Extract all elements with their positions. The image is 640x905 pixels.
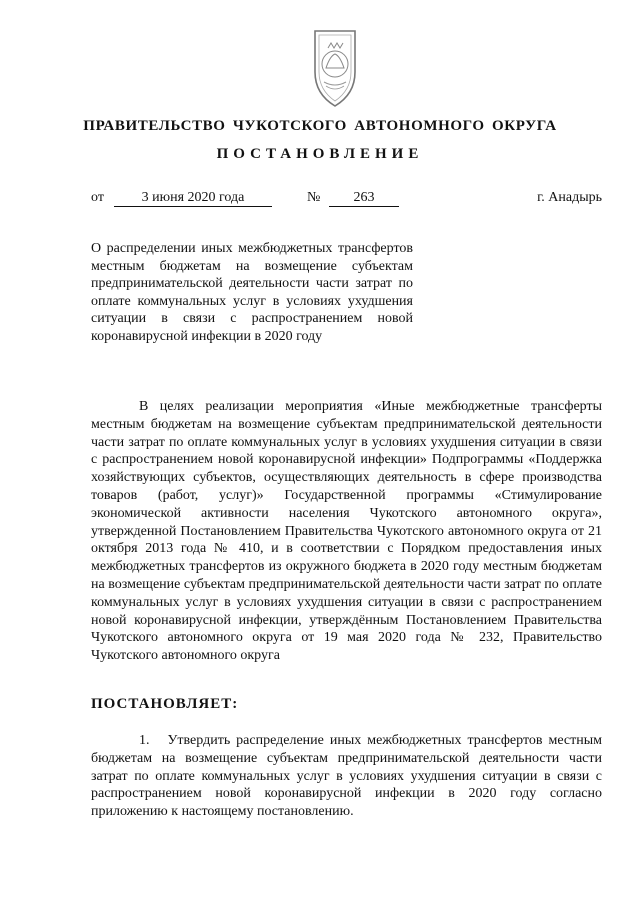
number-label: № bbox=[307, 190, 321, 205]
decree-heading: ПОСТАНОВЛЯЕТ: bbox=[91, 696, 239, 712]
organization-title: ПРАВИТЕЛЬСТВО ЧУКОТСКОГО АВТОНОМНОГО ОКРУГА bbox=[83, 118, 557, 134]
item-number: 1. bbox=[139, 733, 150, 748]
document-number: 263 bbox=[329, 190, 399, 207]
resolution-item-1 bbox=[91, 732, 602, 821]
document-type-title: ПОСТАНОВЛЕНИЕ bbox=[216, 146, 424, 162]
date-number-line bbox=[91, 190, 602, 210]
preamble-paragraph: В целях реализации мероприятия «Иные межбюджетные трансферты местным бюджетам на возмещение субъектам предпринимательской деятельности части затрат по оплате коммунальных услуг в условиях ухудшения ситуации в связи с распространением новой коронавирусной инфекции» Подпрограммы «Поддержка хозяйствующих субъектов, осуществляющих деятельность в сфере производства товаров (работ, услуг)» Государственной программы «Стимулирование экономической активности населения Чукотского автономного округа», утвержденной Постановлением Правительства Чукотского автономного округа от 21 октября 2013 года № 410, и в соответствии с Порядком предоставления иных межбюджетных трансфертов из окружного бюджета в 2020 году местным бюджетам на возмещение субъектам предпринимательской деятельности части затрат по оплате коммунальных услуг в условиях ухудшения ситуации в связи с распространением новой коронавирусной инфекции, утверждённым Постановлением Правительства Чукотского автономного округа от 19 мая 2020 года № 232, Правительство Чукотского автономного округа bbox=[91, 399, 602, 664]
city: г. Анадырь bbox=[537, 190, 602, 205]
document-subject: О распределении иных межбюджетных трансфертов местным бюджетам на возмещение субъектам предпринимательской деятельности части затрат по оплате коммунальных услуг в условиях ухудшения ситуации в связи с распространением новой коронавирусной инфекции в 2020 году bbox=[91, 241, 413, 344]
coat-of-arms-emblem bbox=[306, 28, 364, 110]
document-date: 3 июня 2020 года bbox=[114, 190, 272, 207]
item-text: Утвердить распределение иных межбюджетных трансфертов местным бюджетам на возмещение субъектам предпринимательской деятельности части затрат по оплате коммунальных услуг в условиях ухудшения ситуации в связи с распространением новой коронавирусной инфекции в 2020 году согласно приложению к настоящему постановлению. bbox=[91, 733, 602, 820]
from-label: от bbox=[91, 190, 104, 205]
